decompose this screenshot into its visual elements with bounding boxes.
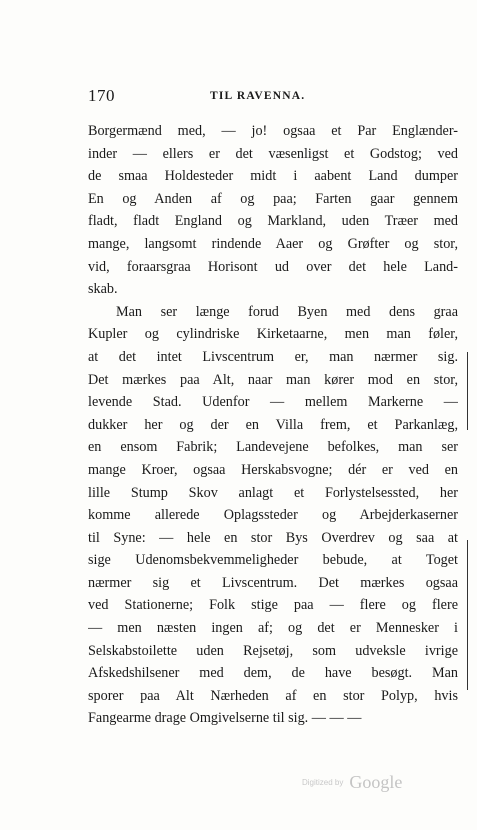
text-line: lille Stump Skov anlagt et Forlystelsessted, her xyxy=(88,484,458,501)
text-line: en ensom Fabrik; Landevejene befolkes, man ser xyxy=(88,439,458,456)
page-number: 170 xyxy=(88,86,115,105)
text-line: Kupler og cylindriske Kirketaarne, men man føler, xyxy=(88,326,458,343)
text-line: En og Anden af og paa; Farten gaar gennem xyxy=(88,190,458,207)
text-line: vid, foraarsgraa Horisont ud over det hele Land- xyxy=(88,258,458,275)
text-line: sige Udenomsbekvemmeligheder bebude, at Toget xyxy=(88,552,458,569)
text-line: nærmer sig et Livscentrum. Det mærkes ogsaa xyxy=(88,574,458,591)
margin-rule xyxy=(467,540,468,690)
text-line: mange, langsomt rindende Aaer og Grøfter og stor, xyxy=(88,235,458,252)
text-line: dukker her og der en Villa frem, et Parkanlæg, xyxy=(88,416,458,433)
margin-rule xyxy=(467,352,468,430)
text-line: Afskedshilsener med dem, de have besøgt. Man xyxy=(88,665,458,682)
text-line: Fangearme drage Omgivelserne til sig. — — — xyxy=(88,710,362,727)
google-logo: Google xyxy=(349,772,403,792)
text-line: til Syne: — hele en stor Bys Overdrev og saa at xyxy=(88,529,458,546)
watermark-prefix: Digitized by xyxy=(302,778,344,787)
text-line: fladt, fladt England og Markland, uden Træer med xyxy=(88,213,458,230)
text-line: Det mærkes paa Alt, naar man kører mod en stor, xyxy=(88,371,458,388)
text-line: ved Stationerne; Folk stige paa — flere og flere xyxy=(88,597,458,614)
text-line: Selskabstoilette uden Rejsetøj, som udveksle ivrige xyxy=(88,642,458,659)
paragraph-first-line: Man ser længe forud Byen med dens graa xyxy=(116,303,458,320)
digitized-by-google-watermark xyxy=(302,772,422,796)
text-line: komme allerede Oplagssteder og Arbejderkaserner xyxy=(88,507,458,524)
text-line: inder — ellers er det væsenligst et Godstog; ved xyxy=(88,145,458,162)
text-line: de smaa Holdesteder midt i aabent Land dumper xyxy=(88,168,458,185)
running-head: TIL RAVENNA. xyxy=(210,90,306,102)
page-header xyxy=(88,86,460,106)
text-line: mange Kroer, ogsaa Herskabsvogne; dér er ved en xyxy=(88,461,458,478)
text-line: at det intet Livscentrum er, man nærmer sig. xyxy=(88,348,458,365)
text-line: sporer paa Alt Nærheden af en stor Polyp, hvis xyxy=(88,687,458,704)
text-line: Borgermænd med, — jo! ogsaa et Par Englænder- xyxy=(88,123,458,139)
text-line: levende Stad. Udenfor — mellem Markerne — xyxy=(88,394,458,411)
text-line: skab. xyxy=(88,281,118,298)
body-text xyxy=(88,120,458,730)
text-line: — men næsten ingen af; og det er Mennesker i xyxy=(88,620,458,637)
